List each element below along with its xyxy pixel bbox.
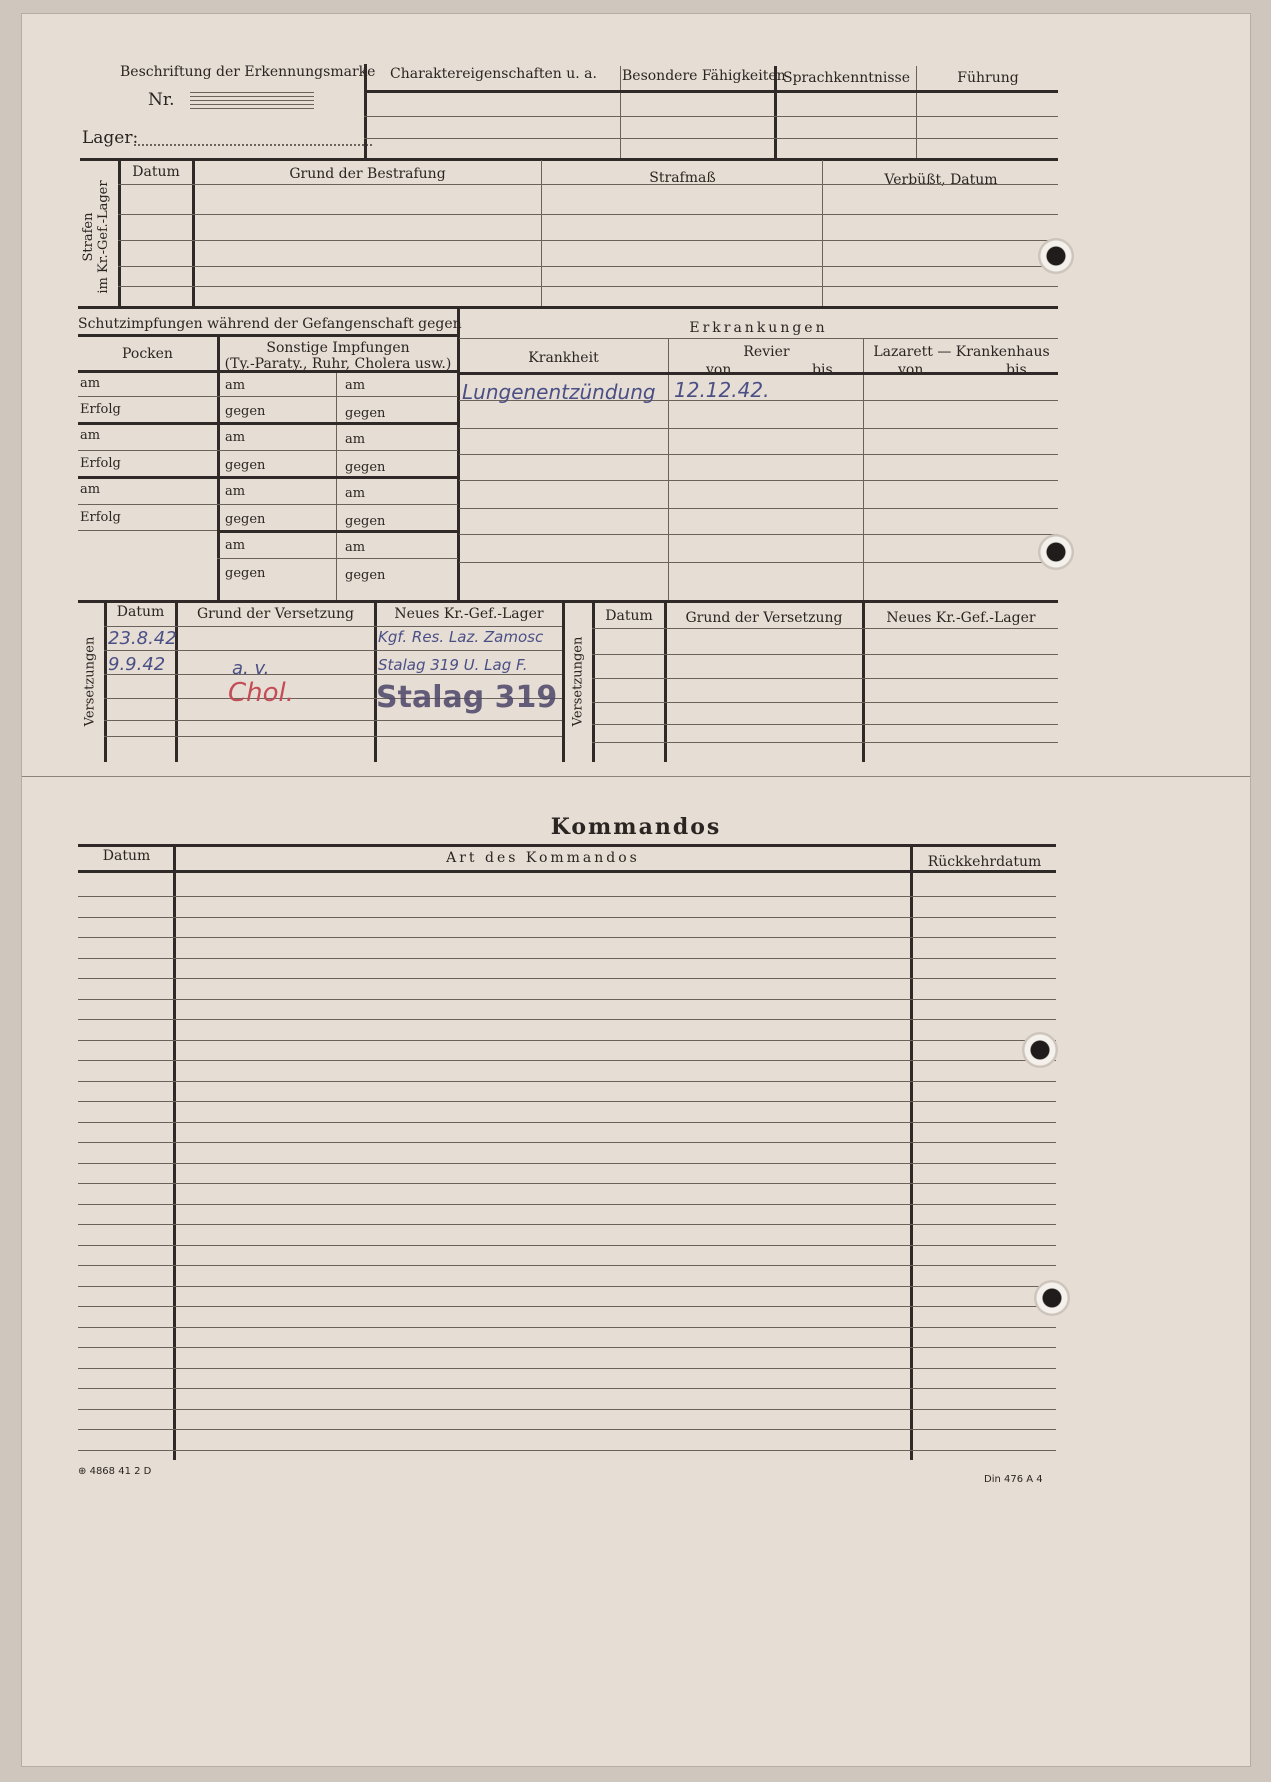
kommandos-col-datum: Datum — [102, 848, 151, 864]
sonst-b-6: gegen — [345, 514, 386, 529]
kommandos-row-line — [78, 1286, 1056, 1287]
kommandos-col-art: Art des Kommandos — [446, 850, 640, 866]
print-mark-icon: ⊕ — [78, 1466, 87, 1477]
col-charakter: Charaktereigenschaften u. a. — [390, 66, 597, 82]
pocken-heading: Pocken — [122, 346, 173, 362]
col-sprachen: Sprachkenntnisse — [782, 70, 911, 86]
erkennungsmarke-heading: Beschriftung der Erkennungsmarke — [120, 64, 376, 80]
punch-hole-icon — [1038, 238, 1074, 274]
kommandos-row-line — [78, 1163, 1056, 1164]
krankheit-entry: Lungenentzündung — [462, 380, 656, 404]
sonst-b-7: am — [345, 540, 366, 555]
impfungen-title: Schutzimpfungen während der Gefangenschaft gegen — [78, 316, 462, 332]
red-ink-note: Chol. — [228, 678, 295, 708]
strafen-col-grund: Grund der Bestrafung — [289, 166, 446, 182]
fold-line — [22, 776, 1250, 777]
kommandos-row-line — [78, 1306, 1056, 1307]
kommandos-row-line — [78, 1204, 1056, 1205]
lazarett-von: von — [898, 362, 924, 378]
krankheit-heading: Krankheit — [528, 350, 599, 366]
kommandos-row-line — [78, 1347, 1056, 1348]
vers-col-datum-r: Datum — [605, 608, 653, 624]
kommandos-row-line — [78, 1122, 1056, 1123]
col-fuehrung: Führung — [957, 70, 1019, 86]
sonst-a-4: gegen — [225, 458, 266, 473]
pocken-row-5: am — [80, 482, 101, 497]
lager-label: Lager: — [82, 128, 139, 148]
sonst-b-4: gegen — [345, 460, 386, 475]
pocken-row-2: Erfolg — [80, 402, 121, 417]
sonst-a-7: am — [225, 538, 246, 553]
vers-col-grund-r: Grund der Versetzung — [685, 610, 843, 626]
vers-row2-lager: Stalag 319 U. Lag F. — [378, 656, 528, 674]
kommandos-row-line — [78, 1327, 1056, 1328]
sonst-b-1: am — [345, 378, 366, 393]
kommandos-row-line — [78, 1019, 1056, 1020]
vers-col-lager-l: Neues Kr.-Gef.-Lager — [394, 606, 544, 622]
kommandos-col-rueckkehr: Rückkehrdatum — [927, 854, 1042, 870]
form-page — [22, 14, 1250, 1766]
kommandos-row-line — [78, 1081, 1056, 1082]
erkrankungen-title: Erkrankungen — [689, 320, 828, 336]
strafen-col-verbuesst: Verbüßt, Datum — [884, 172, 998, 188]
lager-dotted-line — [134, 144, 372, 146]
pocken-row-6: Erfolg — [80, 510, 121, 525]
versetzungen-side-label-left: Versetzungen — [82, 636, 98, 727]
lazarett-bis: bis — [1006, 362, 1027, 378]
sonst-a-6: gegen — [225, 512, 266, 527]
kommandos-row-line — [78, 999, 1056, 1000]
sonst-a-1: am — [225, 378, 246, 393]
sonst-b-3: am — [345, 432, 366, 447]
print-code: ⊕ 4868 41 2 D — [78, 1466, 152, 1477]
versetzungen-side-label-right: Versetzungen — [570, 636, 586, 727]
kommandos-row-line — [78, 1183, 1056, 1184]
kommandos-row-line — [78, 870, 1056, 873]
kommandos-row-line — [78, 958, 1056, 959]
vers-col-datum-l: Datum — [116, 604, 165, 620]
sonst-a-3: am — [225, 430, 246, 445]
revier-von-entry: 12.12.42. — [674, 378, 770, 402]
kommandos-row-line — [78, 978, 1056, 979]
kommandos-title: Kommandos — [550, 814, 722, 840]
revier-von: von — [706, 362, 732, 378]
strafen-col-datum: Datum — [132, 164, 180, 180]
sonst-b-5: am — [345, 486, 366, 501]
kommandos-row-line — [78, 1142, 1056, 1143]
sonst-a-2: gegen — [225, 404, 266, 419]
kommandos-row-line — [78, 1429, 1056, 1430]
pocken-row-3: am — [80, 428, 101, 443]
kommandos-row-line — [78, 1409, 1056, 1410]
vers-row2-grund: a. v. — [232, 658, 270, 679]
kommandos-row-line — [78, 1245, 1056, 1246]
lazarett-heading: Lazarett — Krankenhaus — [873, 344, 1050, 360]
vers-row1-lager: Kgf. Res. Laz. Zamosc — [378, 628, 544, 646]
kommandos-row-line — [78, 917, 1056, 918]
pocken-row-1: am — [80, 376, 101, 391]
sonst-b-2: gegen — [345, 406, 386, 421]
kommandos-row-line — [78, 896, 1056, 897]
kommandos-row-line — [78, 1388, 1056, 1389]
vers-col-grund-l: Grund der Versetzung — [197, 606, 354, 622]
kommandos-row-line — [78, 1368, 1056, 1369]
kommandos-row-line — [78, 1060, 1056, 1061]
sonst-a-8: gegen — [225, 566, 266, 581]
col-faehigkeiten: Besondere Fähigkeiten — [622, 68, 786, 84]
punch-hole-icon — [1038, 534, 1074, 570]
strafen-side-label: Strafen im Kr.-Gef.-Lager — [81, 180, 111, 294]
revier-heading: Revier — [743, 344, 790, 360]
kommandos-row-line — [78, 937, 1056, 938]
sonstige-impfungen-heading: Sonstige Impfungen (Ty.-Paraty., Ruhr, Cholera usw.) — [224, 340, 452, 372]
kommandos-row-line — [78, 1450, 1056, 1451]
vers-col-lager-r: Neues Kr.-Gef.-Lager — [886, 610, 1036, 626]
din-label: Din 476 A 4 — [984, 1474, 1043, 1485]
sonst-b-8: gegen — [345, 568, 386, 583]
vers-row2-datum: 9.9.42 — [108, 654, 166, 675]
vers-row1-datum: 23.8.42 — [108, 628, 177, 649]
sonst-a-5: am — [225, 484, 246, 499]
strafen-col-strafmass: Strafmaß — [649, 170, 716, 186]
pocken-row-4: Erfolg — [80, 456, 121, 471]
kommandos-row-line — [78, 1224, 1056, 1225]
punch-hole-icon — [1034, 1280, 1070, 1316]
nr-label: Nr. — [148, 90, 175, 110]
kommandos-row-line — [78, 1265, 1056, 1266]
stalag-stamp: Stalag 319 — [376, 680, 558, 715]
kommandos-row-line — [78, 1040, 1056, 1041]
revier-bis: bis — [812, 362, 833, 378]
kommandos-row-line — [78, 1101, 1056, 1102]
punch-hole-icon — [1022, 1032, 1058, 1068]
